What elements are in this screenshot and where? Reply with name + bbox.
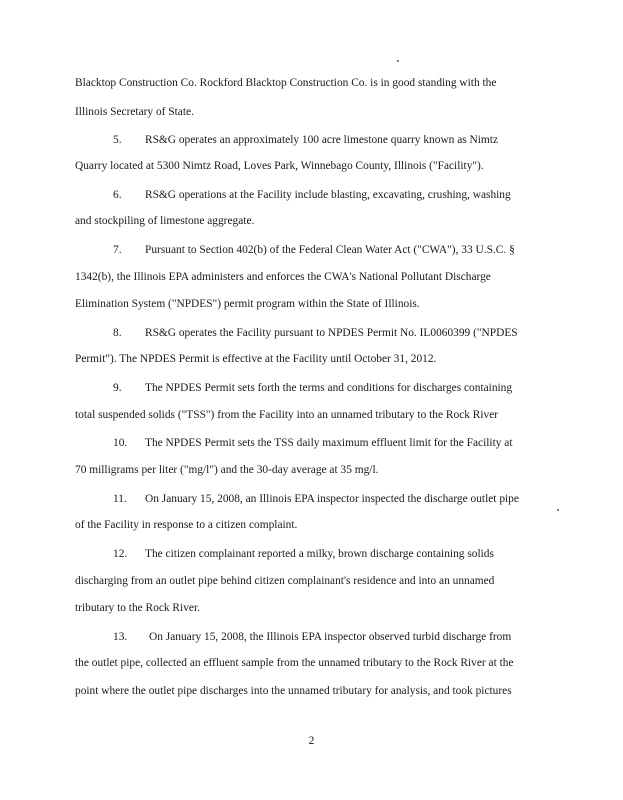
paragraph-text: On January 15, 2008, an Illinois EPA inspector inspected the discharge outlet pipe bbox=[145, 493, 519, 505]
paragraph-number: 9. bbox=[113, 382, 122, 394]
text-line: Elimination System ("NPDES") permit program within the State of Illinois. bbox=[75, 298, 420, 310]
paragraph-text: Pursuant to Section 402(b) of the Federal Clean Water Act ("CWA"), 33 U.S.C. § bbox=[145, 244, 515, 256]
paragraph-number: 8. bbox=[113, 327, 122, 339]
text-line: discharging from an outlet pipe behind citizen complainant's residence and into an unnamed bbox=[75, 575, 495, 587]
text-line: Permit"). The NPDES Permit is effective at the Facility until October 31, 2012. bbox=[75, 353, 437, 365]
page-number: 2 bbox=[308, 735, 315, 747]
text-line: Blacktop Construction Co. Rockford Blacktop Construction Co. is in good standing with the bbox=[75, 77, 497, 89]
text-line: the outlet pipe, collected an effluent sample from the unnamed tributary to the Rock River at the bbox=[75, 657, 514, 669]
scan-speck bbox=[397, 60, 399, 62]
paragraph-number: 6. bbox=[113, 189, 122, 201]
text-line: and stockpiling of limestone aggregate. bbox=[75, 215, 255, 227]
paragraph-text: On January 15, 2008, the Illinois EPA inspector observed turbid discharge from bbox=[149, 631, 512, 643]
text-line: Quarry located at 5300 Nimtz Road, Loves Park, Winnebago County, Illinois ("Facility"). bbox=[75, 160, 484, 172]
paragraph-text: The NPDES Permit sets forth the terms and conditions for discharges containing bbox=[145, 382, 513, 394]
paragraph-text: RS&G operations at the Facility include blasting, excavating, crushing, washing bbox=[145, 189, 511, 201]
text-line: Illinois Secretary of State. bbox=[75, 106, 194, 118]
scan-speck bbox=[557, 509, 559, 511]
paragraph-number: 13. bbox=[113, 631, 128, 643]
paragraph-number: 11. bbox=[113, 493, 127, 505]
text-line: of the Facility in response to a citizen complaint. bbox=[75, 519, 298, 531]
text-line: point where the outlet pipe discharges into the unnamed tributary for analysis, and took pictures bbox=[75, 685, 512, 697]
paragraph-text: The citizen complainant reported a milky, brown discharge containing solids bbox=[145, 548, 494, 560]
paragraph-text: The NPDES Permit sets the TSS daily maximum effluent limit for the Facility at bbox=[145, 437, 513, 449]
paragraph-text: RS&G operates an approximately 100 acre limestone quarry known as Nimtz bbox=[145, 134, 499, 146]
paragraph-number: 12. bbox=[113, 548, 128, 560]
paragraph-text: RS&G operates the Facility pursuant to NPDES Permit No. IL0060399 ("NPDES bbox=[145, 327, 518, 339]
paragraph-number: 5. bbox=[113, 134, 122, 146]
text-line: tributary to the Rock River. bbox=[75, 602, 200, 614]
text-line: total suspended solids ("TSS") from the Facility into an unnamed tributary to the Rock River bbox=[75, 409, 499, 421]
text-line: 1342(b), the Illinois EPA administers and enforces the CWA's National Pollutant Discharge bbox=[75, 271, 491, 283]
paragraph-number: 7. bbox=[113, 244, 122, 256]
paragraph-number: 10. bbox=[113, 437, 128, 449]
text-line: 70 milligrams per liter ("mg/l") and the 30-day average at 35 mg/l. bbox=[75, 464, 379, 476]
